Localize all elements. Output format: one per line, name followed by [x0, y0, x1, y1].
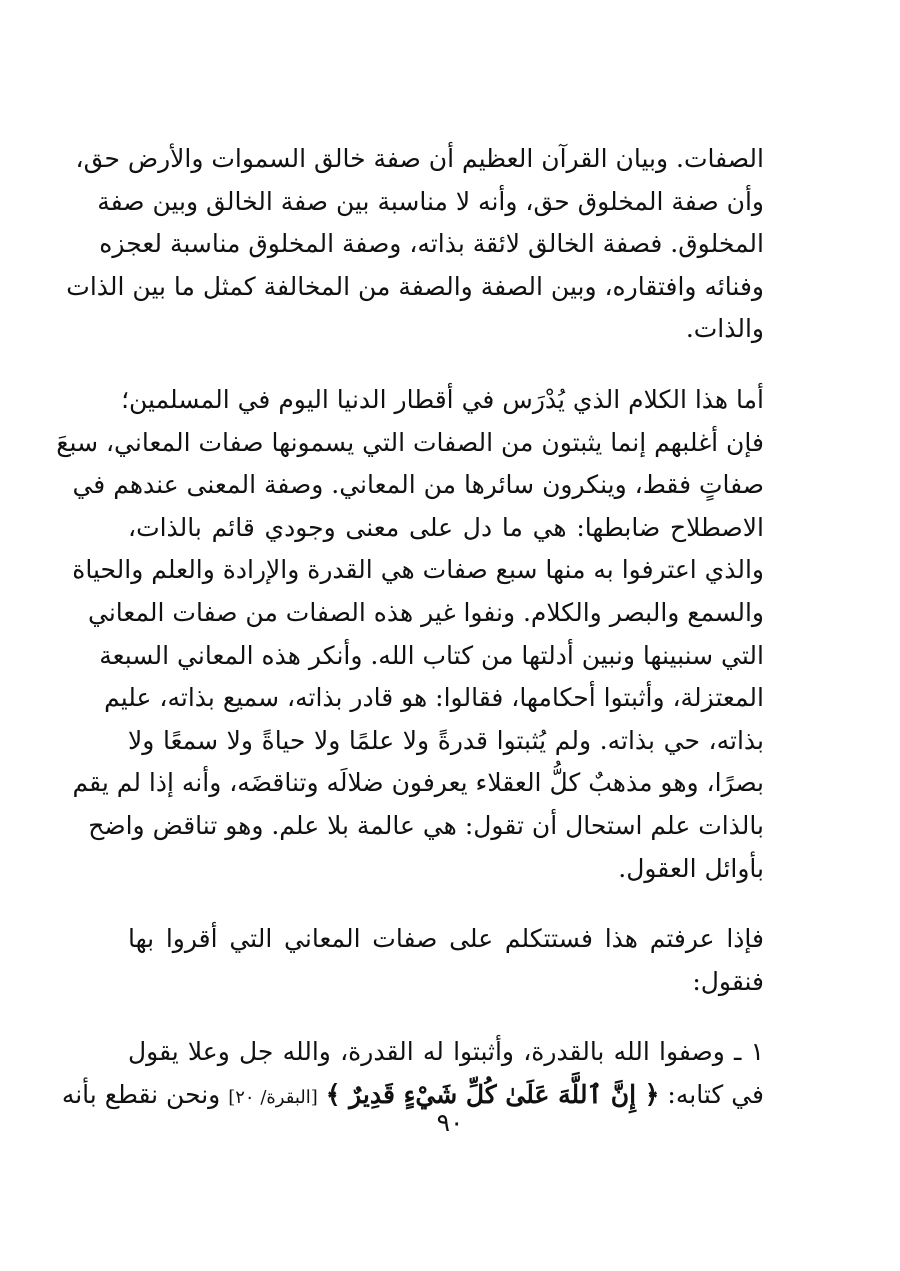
text-line: فإن أغلبهم إنما يثبتون من الصفات التي يسمونها صفات المعاني، سبعَ [56, 427, 764, 457]
text-line: أما هذا الكلام الذي يُدْرَس في أقطار الدنيا اليوم في المسلمين؛ [121, 384, 764, 414]
verse-intro: في كتابه: [659, 1079, 764, 1109]
paragraph-4 [61, 1031, 764, 1119]
paragraph-2 [56, 379, 764, 890]
text-line: التي سنبينها ونبين أدلتها من كتاب الله. وأنكر هذه المعاني السبعة [99, 640, 764, 670]
text-line: المخلوق. فصفة الخالق لائقة بذاته، وصفة المخلوق مناسبة لعجزه [99, 229, 764, 259]
paragraph-1 [66, 138, 764, 351]
text-line: بصرًا، وهو مذهبٌ كلُّ العقلاء يعرفون ضلالَه وتناقضَه، وأنه إذا لم يقم [72, 768, 764, 798]
page-number: ٩٠ [436, 1108, 464, 1137]
text-line: ١ ـ وصفوا الله بالقدرة، وأثبتوا له القدرة، والله جل وعلا يقول [128, 1037, 764, 1067]
text-line: وفنائه وافتقاره، وبين الصفة والصفة من المخالفة كمثل ما بين الذات [66, 271, 764, 301]
text-line: الصفات. وبيان القرآن العظيم أن صفة خالق السموات والأرض حق، [75, 144, 764, 173]
text-line: صفاتٍ فقط، وينكرون سائرها من المعاني. وصفة المعنى عندهم في [72, 470, 764, 500]
quran-verse: ﴿ إِنَّ ٱللَّهَ عَلَىٰ كُلِّ شَيْءٍ قَدِيرٌ ﴾ [325, 1079, 660, 1109]
verse-reference: [البقرة/ ٢٠] [228, 1086, 318, 1108]
paragraph-3 [128, 918, 764, 1003]
verse-continuation: ونحن نقطع بأنه [61, 1079, 229, 1109]
text-line: والذي اعترفوا به منها سبع صفات هي القدرة والإرادة والعلم والحياة [72, 555, 764, 585]
text-line: بذاته، حي بذاته. ولم يُثبتوا قدرةً ولا علمًا ولا حياةً ولا سمعًا ولا [128, 725, 764, 755]
text-line: فنقول: [692, 966, 764, 996]
text-line: المعتزلة، وأثبتوا أحكامها، فقالوا: هو قادر بذاته، سميع بذاته، عليم [104, 683, 764, 713]
page-body [56, 138, 764, 1119]
text-line: والسمع والبصر والكلام. ونفوا غير هذه الصفات من صفات المعاني [88, 597, 764, 627]
text-line: بأوائل العقول. [618, 853, 764, 883]
text-line: فإذا عرفتم هذا فستتكلم على صفات المعاني التي أقروا بها [128, 924, 764, 954]
text-line: وأن صفة المخلوق حق، وأنه لا مناسبة بين صفة الخالق وبين صفة [97, 186, 764, 216]
text-line: بالذات علم استحال أن تقول: هي عالمة بلا علم. وهو تناقض واضح [88, 810, 764, 840]
text-line: الاصطلاح ضابطها: هي ما دل على معنى وجودي قائم بالذات، [128, 512, 764, 542]
text-line: والذات. [685, 314, 764, 344]
